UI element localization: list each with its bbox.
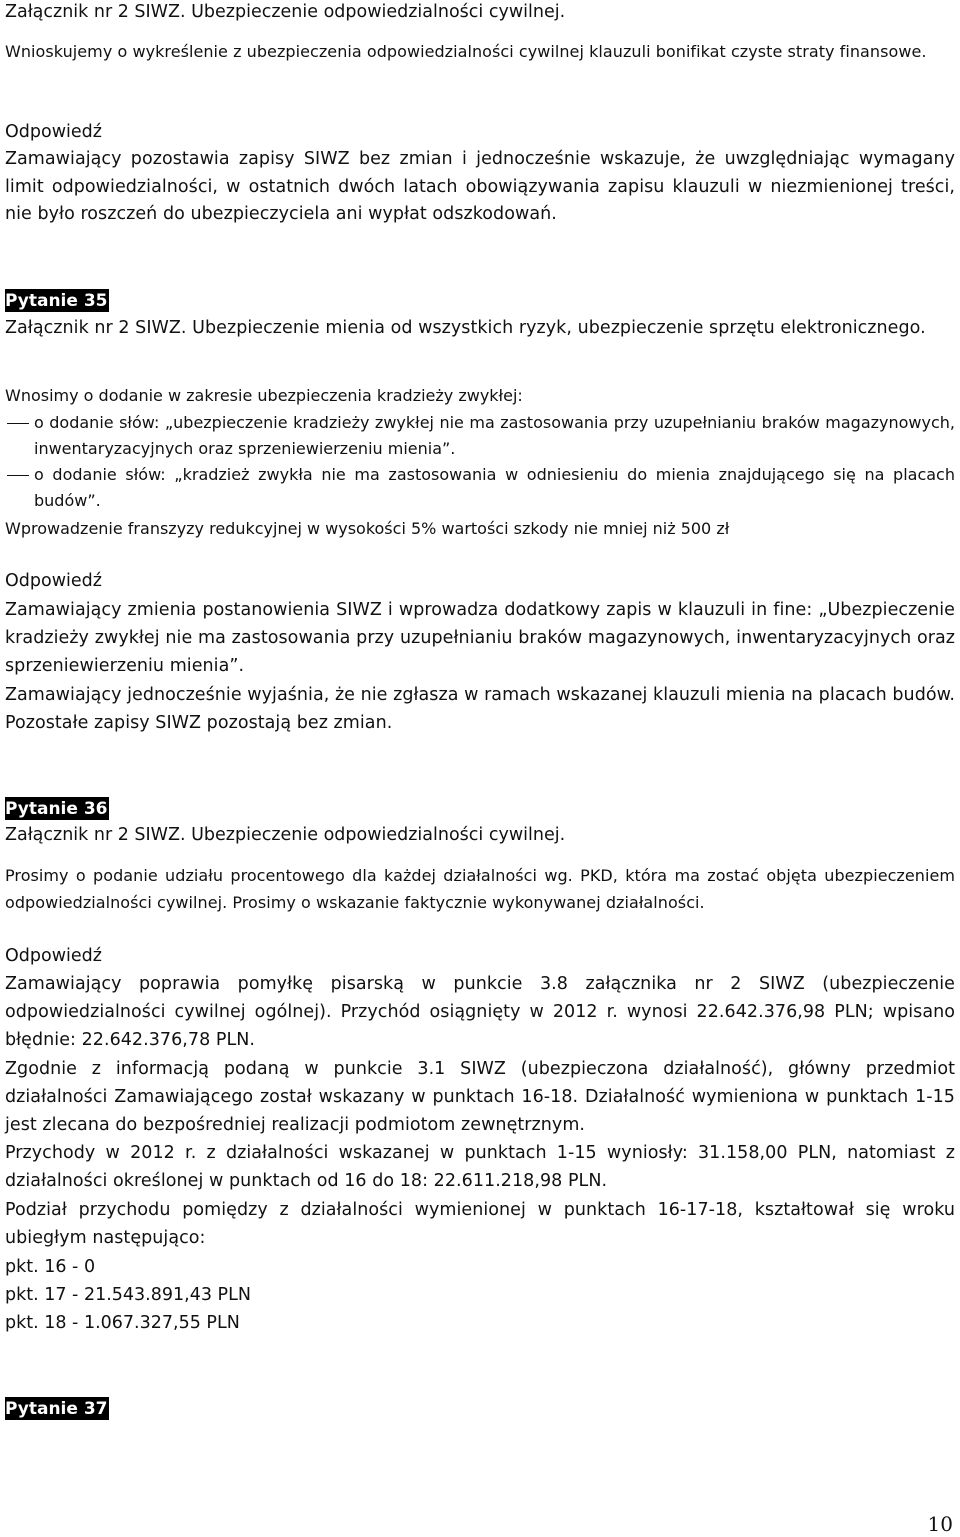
question-35-title: Pytanie 35 — [5, 291, 108, 311]
dash-bullet-icon — [7, 475, 29, 476]
question-36-request: Prosimy o podanie udziału procentowego dla każdej działalności wg. PKD, która ma zostać objęta ubezpieczeniem odpowiedzialności cywilnej. Prosimy o wskazanie faktycznie wykonywanej działalności. — [5, 866, 955, 912]
question-36-answer-p3: Przychody w 2012 r. z działalności wskazanej w punktach 1-15 wyniosły: 31.158,00 PLN, natomiast z działalności określonej w punktach od 16 do 18: 22.611.218,98 PLN. — [5, 1143, 955, 1191]
question-35-answer-2: Zamawiający jednocześnie wyjaśnia, że nie zgłasza w ramach wskazanej klauzuli mienia na placach budów. Pozostałe zapisy SIWZ pozostają bez zmian. — [5, 685, 955, 733]
question-36-answer-p2: Zgodnie z informacją podaną w punkcie 3.1 SIWZ (ubezpieczona działalność), główny przedmiot działalności Zamawiającego został wskazany w punktach 16-18. Działalność wymieniona w punktach 1-15 jest zlecana do bezpośredniej realizacji podmiotom zewnętrznym. — [5, 1059, 955, 1135]
question-36-title: Pytanie 36 — [5, 799, 108, 819]
question-35-item-2-text: o dodanie słów: „kradzież zwykła nie ma zastosowania w odniesieniu do mienia znajdującego się na placach budów”. — [34, 465, 955, 510]
question-36-pkt-17: pkt. 17 - 21.543.891,43 PLN — [5, 1285, 251, 1305]
page-number: 10 — [927, 1512, 953, 1536]
question-36-answer-heading: Odpowiedź — [5, 946, 102, 966]
question-36-pkt-18: pkt. 18 - 1.067.327,55 PLN — [5, 1313, 240, 1333]
question-35-franchise: Wprowadzenie franszyzy redukcyjnej w wysokości 5% wartości szkody nie mniej niż 500 zł — [5, 519, 730, 538]
answer-heading: Odpowiedź — [5, 122, 102, 142]
attachment-heading: Załącznik nr 2 SIWZ. Ubezpieczenie odpowiedzialności cywilnej. — [5, 2, 566, 22]
request-text: Wnioskujemy o wykreślenie z ubezpieczenia odpowiedzialności cywilnej klauzuli bonifikat czyste straty finansowe. — [5, 42, 927, 61]
answer-text: Zamawiający pozostawia zapisy SIWZ bez zmian i jednocześnie wskazuje, że uwzględniając wymagany limit odpowiedzialności, w ostatnich dwóch latach obowiązywania zapisu klauzuli w niezmienionej treści, nie było roszczeń do ubezpieczyciela ani wypłat odszkodowań. — [5, 149, 955, 224]
question-36-answer-p4: Podział przychodu pomiędzy z działalności wymienionej w punktach 16-17-18, kształtował się wroku ubiegłym następująco: — [5, 1200, 955, 1248]
question-36-pkt-16: pkt. 16 - 0 — [5, 1257, 96, 1277]
question-36-answer-p1: Zamawiający poprawia pomyłkę pisarską w punkcie 3.8 załącznika nr 2 SIWZ (ubezpieczenie odpowiedzialności cywilnej ogólnej). Przychód osiągnięty w 2012 r. wynosi 22.642.376,98 PLN; wpisano błędnie: 22.642.376,78 PLN. — [5, 974, 955, 1050]
question-35-answer-heading: Odpowiedź — [5, 571, 102, 591]
question-35-answer-1: Zamawiający zmienia postanowienia SIWZ i wprowadza dodatkowy zapis w klauzuli in fine: „Ubezpieczenie kradzieży zwykłej nie ma zastosowania przy uzupełnianiu braków magazynowych, inwentaryzacyjnych oraz sprzeniewierzeniu mienia”. — [5, 600, 955, 676]
dash-bullet-icon — [7, 423, 29, 424]
question-35-item-1-text: o dodanie słów: „ubezpieczenie kradzieży zwykłej nie ma zastosowania przy uzupełnianiu braków magazynowych, inwentaryzacyjnych oraz sprzeniewierzeniu mienia”. — [34, 413, 955, 458]
question-35-intro: Wnosimy o dodanie w zakresie ubezpieczenia kradzieży zwykłej: — [5, 386, 523, 405]
question-36-subject: Załącznik nr 2 SIWZ. Ubezpieczenie odpowiedzialności cywilnej. — [5, 825, 566, 845]
question-37-title: Pytanie 37 — [5, 1399, 108, 1419]
question-35-item-1 — [5, 410, 955, 462]
question-35-item-2 — [5, 462, 955, 514]
question-35-subject: Załącznik nr 2 SIWZ. Ubezpieczenie mienia od wszystkich ryzyk, ubezpieczenie sprzętu elektronicznego. — [5, 318, 926, 338]
